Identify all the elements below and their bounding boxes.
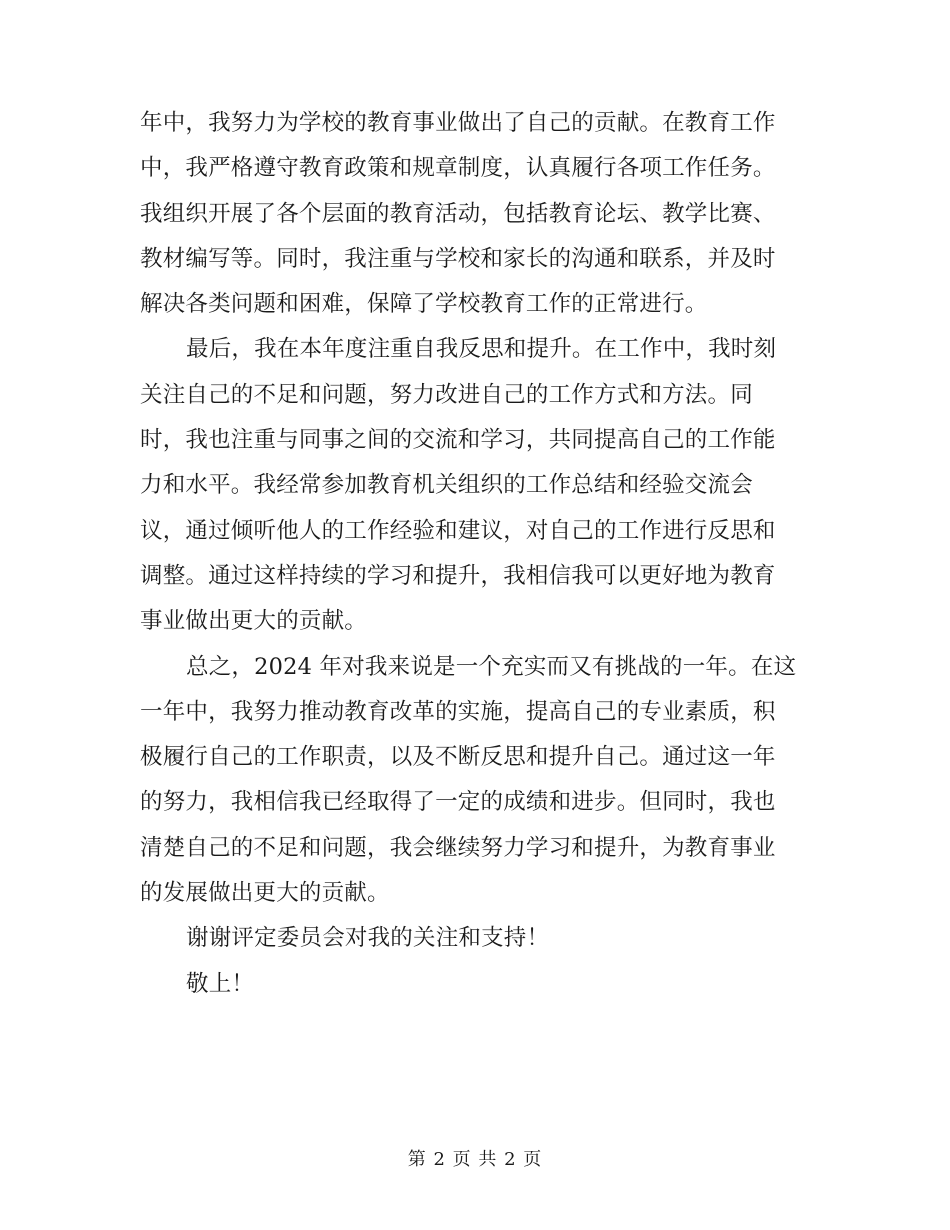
text-line: 敬上！ [186,970,255,997]
paragraph-thanks [140,916,800,961]
text-line: 关注自己的不足和问题，努力改进自己的工作方式和方法。同 [140,381,753,408]
text-line: 调整。通过这样持续的学习和提升，我相信我可以更好地为教育 [140,562,776,589]
text-line: 事业做出更大的贡献。 [140,608,368,635]
document-body [140,101,800,1007]
text-line: 力和水平。我经常参加教育机关组织的工作总结和经验交流会 [140,472,753,499]
paragraph-self-reflection [140,327,800,644]
text-line: 解决各类问题和困难，保障了学校教育工作的正常进行。 [140,291,708,318]
text-line: 我组织开展了各个层面的教育活动，包括教育论坛、教学比赛、 [140,200,776,227]
text-line: 总之，2024 年对我来说是一个充实而又有挑战的一年。在这 [186,653,797,680]
text-line: 一年中，我努力推动教育改革的实施，提高自己的专业素质，积 [140,698,776,725]
page-number-footer: 第 2 页 共 2 页 [407,1149,543,1170]
text-line: 的发展做出更大的贡献。 [140,880,390,907]
text-line: 时，我也注重与同事之间的交流和学习，共同提高自己的工作能 [140,427,776,454]
text-line: 清楚自己的不足和问题，我会继续努力学习和提升，为教育事业 [140,834,776,861]
paragraph-education-work [140,101,800,327]
text-line: 议，通过倾听他人的工作经验和建议，对自己的工作进行反思和 [140,517,776,544]
text-line: 年中，我努力为学校的教育事业做出了自己的贡献。在教育工作 [140,110,776,136]
text-line: 极履行自己的工作职责，以及不断反思和提升自己。通过这一年 [140,744,776,771]
paragraph-closing [140,962,800,1007]
text-line: 教材编写等。同时，我注重与学校和家长的沟通和联系，并及时 [140,245,776,272]
text-line: 谢谢评定委员会对我的关注和支持！ [186,925,550,952]
paragraph-summary [140,645,800,917]
text-line: 中，我严格遵守教育政策和规章制度，认真履行各项工作任务。 [140,155,776,182]
text-line: 最后，我在本年度注重自我反思和提升。在工作中，我时刻 [186,336,777,363]
text-line: 的努力，我相信我已经取得了一定的成绩和进步。但同时，我也 [140,789,776,816]
